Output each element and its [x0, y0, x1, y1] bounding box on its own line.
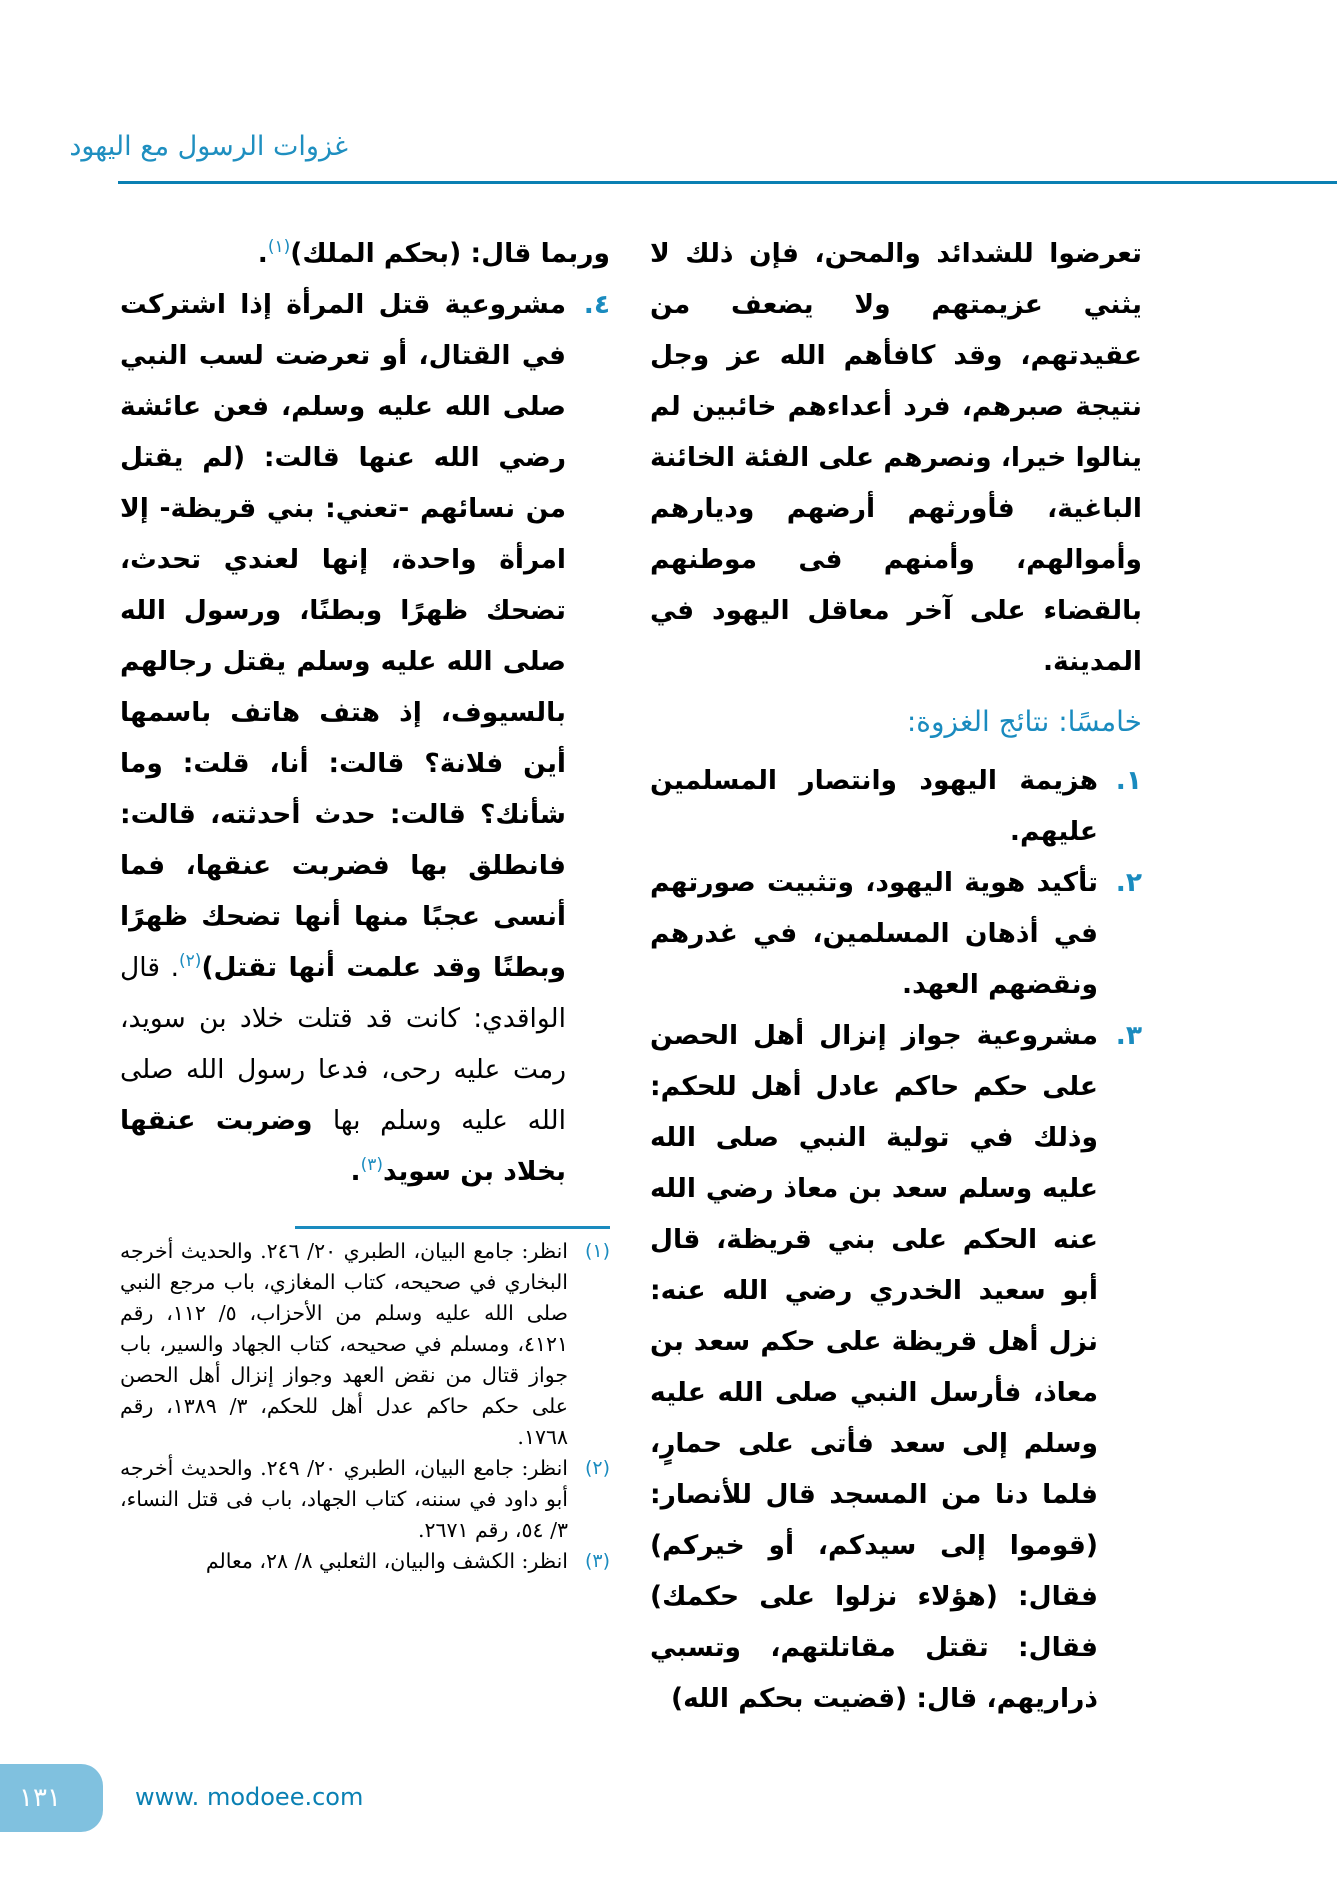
continuation-text: وربما قال: (بحكم الملك)	[290, 238, 610, 269]
intro-paragraph: تعرضوا للشدائد والمحن، فإن ذلك لا يثني عزيمتهم ولا يضعف من عقيدتهم، وقد كافأهم الله عز وجل نتيجة صبرهم، فرد أعداءهم خائبين لم ينالوا خيرا، ونصرهم على الفئة الخائنة الباغية، فأورثهم أرضهم وديارهم وأموالهم، وأمنهم فى موطنهم بالقضاء على آخر معاقل اليهود في المدينة.	[650, 238, 1142, 677]
list-item	[120, 279, 610, 1197]
list-number: ٢.	[1115, 867, 1142, 898]
footnote-text: انظر: الكشف والبيان، الثعلبي ٨/ ٢٨، معالم	[205, 1549, 568, 1573]
footnote-marker: (٣)	[584, 1550, 610, 1572]
list-item-text-bold-end: وضربت عنقها بخلاد بن سويد	[120, 1105, 566, 1187]
continuation-line	[120, 228, 610, 279]
footnote	[120, 1546, 610, 1577]
list-item-text: هزيمة اليهود وانتصار المسلمين عليهم.	[650, 765, 1098, 847]
list-number: ١.	[1115, 765, 1142, 796]
footnote-divider	[295, 1226, 610, 1229]
left-column	[120, 228, 610, 1197]
footnotes	[120, 1236, 610, 1577]
list-item	[650, 857, 1142, 1010]
list-number: ٤.	[583, 289, 610, 320]
footnote-text: انظر: جامع البيان، الطبري ٢٠/ ٢٤٩. والحديث أخرجه أبو داود في سننه، كتاب الجهاد، باب فى قتل النساء، ٣/ ٥٤، رقم ٢٦٧١.	[120, 1456, 568, 1542]
list-item	[650, 755, 1142, 857]
footnote-text: انظر: جامع البيان، الطبري ٢٠/ ٢٤٦. والحديث أخرجه البخاري في صحيحه، كتاب المغازي، باب مرجع النبي صلى الله عليه وسلم من الأحزاب، ٥/ ١١٢، رقم ٤١٢١، ومسلم في صحيحه، كتاب الجهاد والسير، باب جواز قتال من نقض العهد وجواز إنزال أهل الحصن على حكم حاكم عدل أهل للحكم، ٣/ ١٣٨٩، رقم ١٧٦٨.	[120, 1239, 568, 1449]
right-column	[650, 228, 1142, 1724]
list-number: ٣.	[1115, 1020, 1142, 1051]
footnote-reference-3[interactable]: (٣)	[360, 1155, 384, 1176]
footnote	[120, 1236, 610, 1453]
header-divider	[118, 181, 1337, 184]
list-item-text: مشروعية جواز إنزال أهل الحصن على حكم حاكم عادل أهل للحكم: وذلك في تولية النبي صلى الله عليه وسلم سعد بن معاذ رضي الله عنه الحكم على بني قريظة، قال أبو سعيد الخدري رضي الله عنه: نزل أهل قريظة على حكم سعد بن معاذ، فأرسل النبي صلى الله عليه وسلم إلى سعد فأتى على حمارٍ، فلما دنا من المسجد قال للأنصار: (قوموا إلى سيدكم، أو خيركم) فقال: (هؤلاء نزلوا على حكمك) فقال: تقتل مقاتلتهم، وتسبي ذراريهم، قال: (قضيت بحكم الله)	[650, 1020, 1098, 1714]
footnote	[120, 1453, 610, 1546]
page-number: ١٣١	[19, 1783, 61, 1813]
website-link[interactable]: www. modoee.com	[135, 1783, 364, 1811]
section-heading: خامسًا: نتائج الغزوة:	[906, 705, 1142, 738]
footnote-marker: (٢)	[584, 1457, 610, 1479]
results-list-continued	[120, 279, 610, 1197]
footnote-reference-2[interactable]: (٢)	[179, 951, 202, 972]
list-item-text: تأكيد هوية اليهود، وتثبيت صورتهم في أذهان المسلمين، في غدرهم ونقضهم العهد.	[650, 867, 1098, 1000]
list-item-text-regular: . قال الواقدي: كانت قد قتلت خلاد بن سويد، رمت عليه رحى، فدعا رسول الله صلى الله عليه وسلم بها	[120, 952, 566, 1136]
continuation-end: .	[257, 238, 268, 269]
results-list	[650, 755, 1142, 1724]
footnote-reference-1[interactable]: (١)	[267, 237, 291, 258]
list-item-end: .	[350, 1156, 361, 1187]
running-title: غزوات الرسول مع اليهود	[69, 131, 348, 162]
list-item-text-bold: مشروعية قتل المرأة إذا اشتركت في القتال، أو تعرضت لسب النبي صلى الله عليه وسلم، فعن عائشة رضي الله عنها قالت: (لم يقتل من نسائهم -تعني: بني قريظة- إلا امرأة واحدة، إنها لعندي تحدث، تضحك ظهرًا وبطنًا، ورسول الله صلى الله عليه وسلم يقتل رجالهم بالسيوف، إذ هتف هاتف باسمها أين فلانة؟ قالت: أنا، قلت: وما شأنك؟ قالت: حدث أحدثته، قالت: فانطلق بها فضربت عنقها، فما أنسى عجبًا منها أنها تضحك ظهرًا وبطنًا وقد علمت أنها تقتل)	[120, 289, 566, 983]
footnote-marker: (١)	[584, 1240, 610, 1262]
list-item	[650, 1010, 1142, 1724]
